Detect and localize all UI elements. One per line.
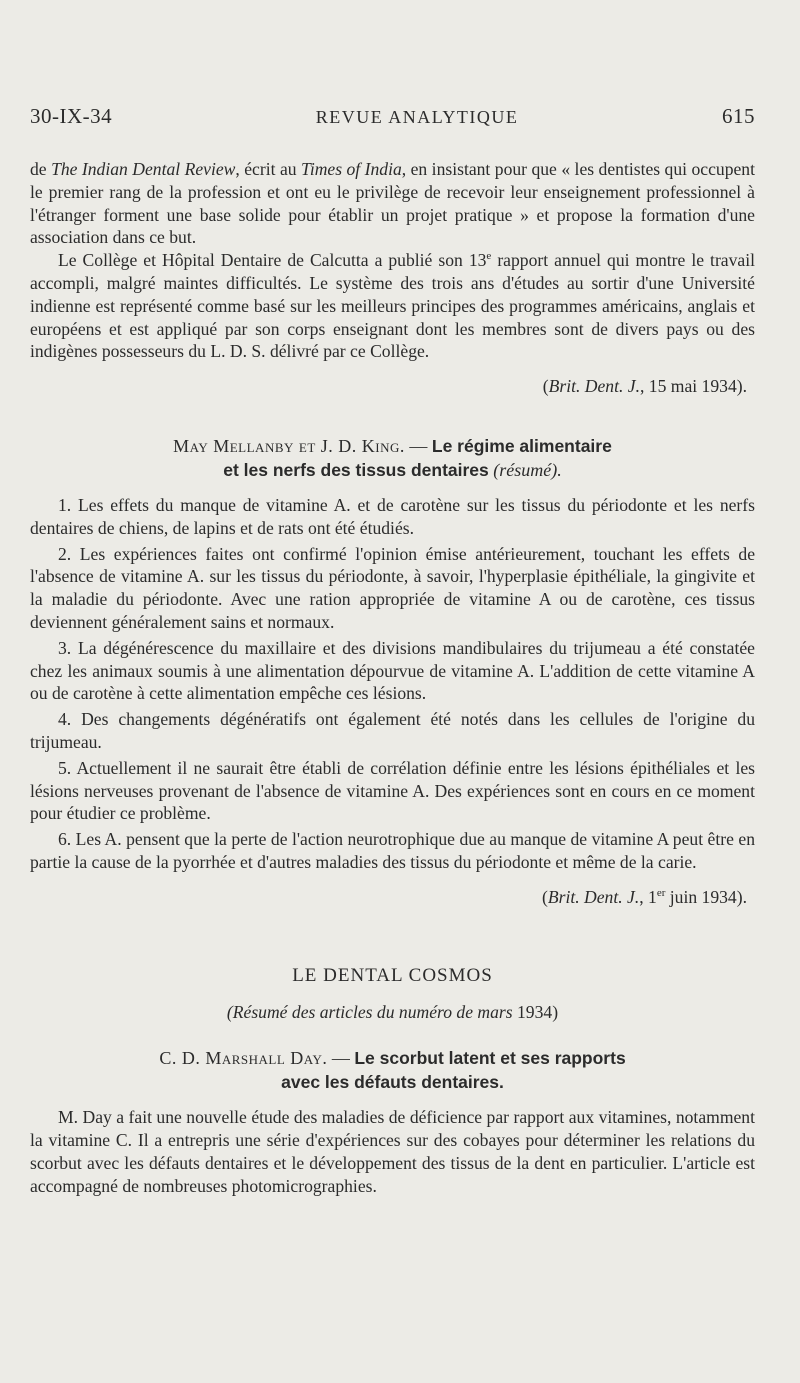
journal-name: Times of India <box>301 159 402 179</box>
title-bold: et les nerfs des tissus dentaires <box>223 459 489 480</box>
article-authors: C. D. Marshall Day. <box>159 1048 328 1069</box>
text-run: 1934) <box>512 1002 559 1023</box>
superscript: er <box>656 886 666 899</box>
text-run: de <box>30 159 52 179</box>
list-item: 1. Les effets du manque de vitamine A. et de carotène sur les tissus du périodonte et les nerfs dentaires de chiens, de lapins et de rats ont été étudiés. <box>30 494 755 538</box>
intro-paragraph-2 <box>30 249 755 363</box>
summary-list <box>30 494 755 874</box>
title-bold: Le régime alimentaire <box>431 435 612 456</box>
list-item: 4. Des changements dégénératifs ont également été notés dans les cellules de l'origine du trijumeau. <box>30 709 755 752</box>
list-item: 2. Les expériences faites ont confirmé l'opinion émise antérieurement, touchant les effets de l'absence de vitamine A. sur les tissus du périodonte, à savoir, l'hyperplasie épithéliale, la gingivite et la maladie du périodonte. Avec une ration appropriée de vitamine A ou de carotène, ces tissus deviennent généralement sains et normaux. <box>30 543 755 632</box>
text-run: ( <box>542 886 548 907</box>
journal-name: The Indian Dental Review <box>51 159 236 179</box>
citation-1 <box>30 375 755 398</box>
article-title-2 <box>30 1046 755 1094</box>
text-run: rapport annuel qui montre le travail accompli, malgré maintes difficultés. Le système des trois ans d'études au sortir d'une Université indienne est représenté comme basé sur les meilleurs principes des programmes américains, anglais et européens et est appliqué par son corps enseignant dont les membres sont de divers pays ou des indigènes possesseurs du L. D. S. délivré par ce Collège. <box>30 250 755 362</box>
title-bold: avec les défauts dentaires. <box>281 1072 504 1093</box>
page-body <box>30 158 755 1197</box>
text-run: , en insistant pour que « les dentistes qui occupent le premier rang de la profession et ont eu le privilège de recevoir leur enseignement professionnel à l'étranger forment une base solide pour établir un projet pratique » et propose la formation d'une association dans ce but. <box>30 159 755 248</box>
page-number: 615 <box>722 104 755 128</box>
section-heading: LE DENTAL COSMOS <box>292 964 493 986</box>
header-date: 30-IX-34 <box>30 104 113 128</box>
section-subheading <box>30 1001 755 1024</box>
superscript: e <box>486 250 492 263</box>
text-run: ( <box>226 1002 233 1023</box>
title-bold: Le scorbut latent et ses rapports <box>354 1048 626 1069</box>
dash: — <box>327 1048 355 1069</box>
text-run: , écrit au <box>235 159 301 179</box>
text-run: Résumé des articles du numéro de mars <box>232 1002 513 1023</box>
text-run: , 15 mai 1934). <box>639 376 747 397</box>
list-item: 5. Actuellement il ne saurait être établi de corrélation définie entre les lésions épithéliales et les lésions nerveuses provenant de l'absence de vitamine A. Des expériences sont en cours en ce moment pour étudier ce problème. <box>30 757 755 824</box>
article-authors: May Mellanby et J. D. King. <box>173 435 405 456</box>
list-item: 3. La dégénérescence du maxillaire et des divisions mandibulaires du trijumeau a été constatée chez les animaux soumis à une alimentation dépourvue de vitamine A. L'addition de cette vitamine A ou de carotène à cette alimentation empêche ces lésions. <box>30 637 755 704</box>
dash: — <box>404 435 432 456</box>
article-title-1 <box>30 434 755 482</box>
journal-name: Brit. Dent. J. <box>548 376 640 397</box>
page-header <box>30 104 755 134</box>
text-run: Le Collège et Hôpital Dentaire de Calcutta a publié son 13 <box>58 250 487 271</box>
text-run: , 1 <box>639 886 657 907</box>
citation-2 <box>30 886 755 909</box>
text-run: juin 1934). <box>665 886 747 907</box>
title-tail: (résumé). <box>488 459 562 480</box>
running-title: REVUE ANALYTIQUE <box>315 107 519 127</box>
text-run: ( <box>542 376 549 397</box>
journal-name: Brit. Dent. J. <box>547 886 640 907</box>
list-item: 6. Les A. pensent que la perte de l'action neurotrophique due au manque de vitamine A peut être en partie la cause de la pyorrhée et d'autres maladies des tissus du périodonte et même de la carie. <box>30 829 755 872</box>
intro-paragraph-1 <box>30 158 755 249</box>
article-2-body: M. Day a fait une nouvelle étude des maladies de déficience par rapport aux vitamines, notamment la vitamine C. Il a entrepris une série d'expériences sur des cobayes pour déterminer les relations du scorbut avec les défauts dentaires et le développement des tissus de la dent en particulier. L'article est accompagné de nombreuses photomicrographies. <box>30 1107 755 1196</box>
